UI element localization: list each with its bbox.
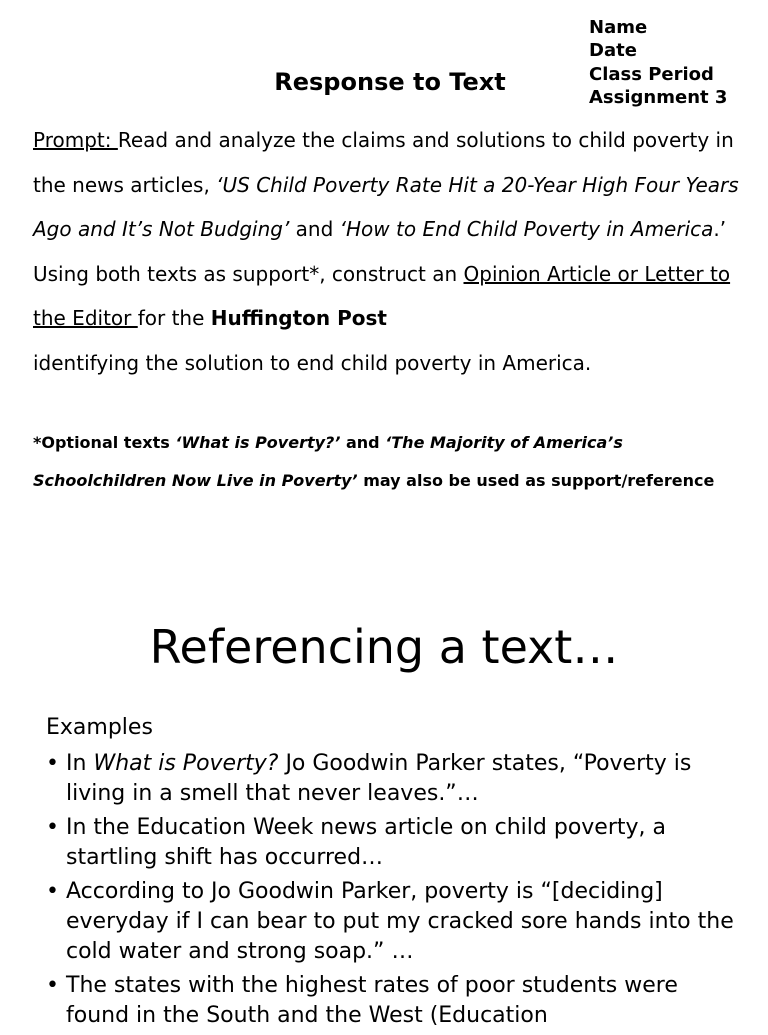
optional-and: and: [340, 433, 386, 452]
bullet-marker: •: [46, 879, 59, 904]
prompt-and: and: [289, 217, 340, 241]
bullet-1-pre: In: [66, 751, 94, 776]
bullet-2-text: In the Education Week news article on child poverty, a startling shift has occurred…: [66, 815, 666, 870]
list-item: [46, 813, 746, 873]
list-item: [46, 877, 746, 967]
optional-text-1: ‘What is Poverty?’: [175, 433, 341, 452]
bullet-1-post: Jo Goodwin Parker states, “Poverty is living in a smell that never leaves.”…: [66, 751, 692, 806]
prompt-paragraph: [33, 118, 758, 385]
article-title-1: ‘US Child Poverty Rate Hit a 20-Year High Four Years Ago and It’s Not Budging’: [33, 172, 739, 241]
bullet-marker: •: [46, 973, 59, 998]
optional-tail: may also be used as support/reference: [357, 470, 715, 490]
prompt-using: Using both texts as support*, construct an: [33, 261, 464, 286]
prompt-format: Opinion Article or Letter to the Editor: [33, 261, 731, 330]
prompt-publication: Huffington Post: [210, 306, 387, 330]
prompt-for-the: for the: [137, 306, 211, 330]
optional-texts-note: [33, 424, 758, 499]
class-period-label: Class Period: [589, 63, 714, 85]
bullet-1-title: What is Poverty?: [93, 751, 279, 776]
prompt-ending: identifying the solution to end child poverty in America.: [33, 350, 592, 375]
name-label: Name: [589, 17, 648, 38]
examples-label: Examples: [46, 715, 153, 740]
list-item: [46, 749, 746, 809]
optional-text-2: ‘The Majority of America’s Schoolchildren Now Live in Poverty’: [33, 433, 623, 490]
page-title: Response to Text: [274, 68, 506, 96]
examples-list: [46, 749, 746, 1035]
assignment-label: Assignment 3: [589, 86, 728, 108]
referencing-heading: Referencing a text…: [149, 620, 619, 674]
bullet-marker: •: [46, 815, 59, 840]
bullet-3-text: According to Jo Goodwin Parker, poverty is “[deciding] everyday if I can bear to put my cracked sore hands into the cold water and strong soap.” …: [66, 879, 734, 964]
article-title-2: ‘How to End Child Poverty in America: [339, 217, 714, 241]
optional-lead: *Optional texts: [33, 433, 176, 452]
article-title-2-close: .’: [713, 217, 727, 241]
list-item: [46, 971, 746, 1031]
prompt-label: Prompt:: [33, 128, 118, 152]
bullet-marker: •: [46, 751, 59, 776]
prompt-intro: Read and analyze the claims and solutions to child poverty in the news articles,: [33, 128, 734, 197]
bullet-4-text: The states with the highest rates of poor students were found in the South and the West (Education: [66, 973, 678, 1028]
date-label: Date: [589, 40, 637, 62]
